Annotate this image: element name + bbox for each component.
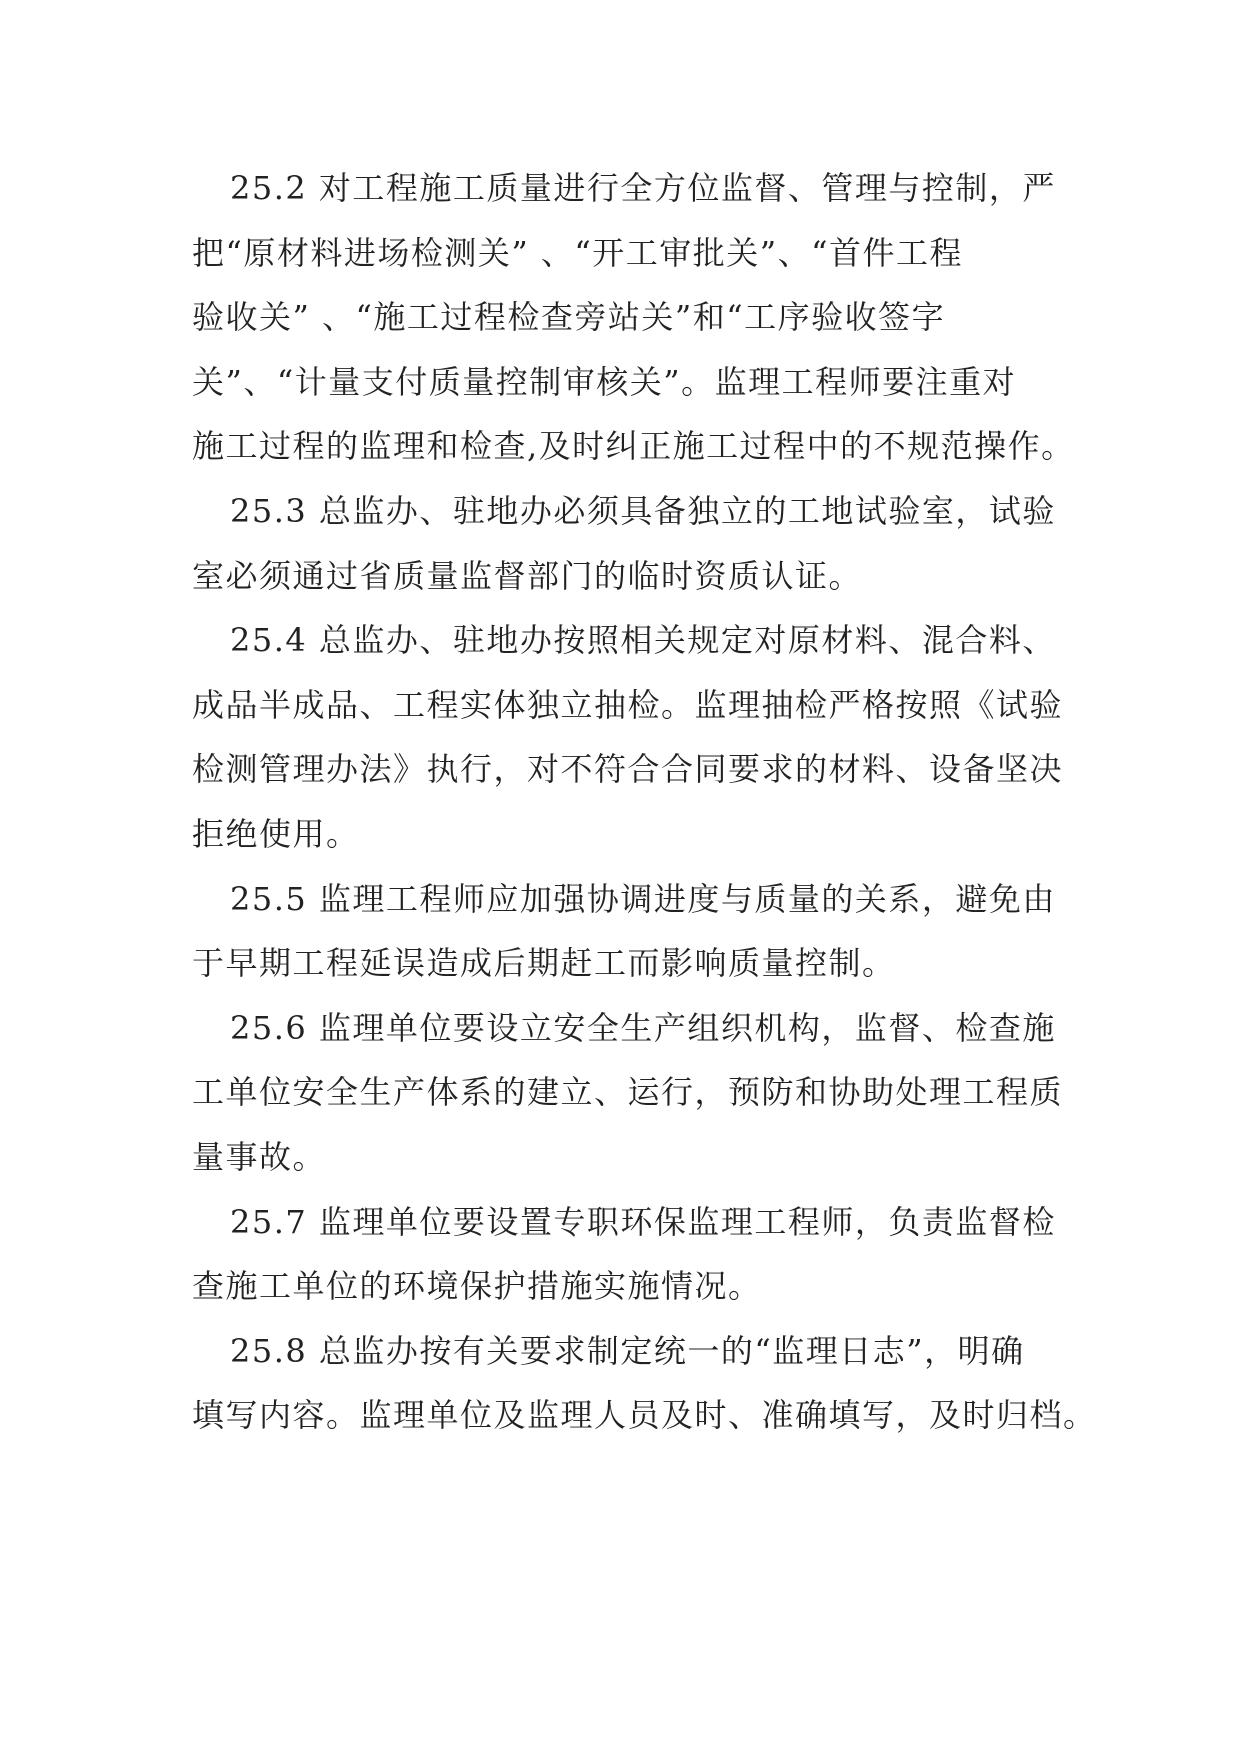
text-line: 检测管理办法》执行，对不符合合同要求的材料、设备坚决 bbox=[192, 750, 1064, 789]
paragraph-25-3 bbox=[192, 479, 1072, 608]
text-line: 查施工单位的环境保护措施实施情况。 bbox=[192, 1267, 762, 1306]
text-line: 拒绝使用。 bbox=[192, 814, 360, 853]
text-line: 验收关” 、“施工过程检查旁站关”和“工序验收签字 bbox=[192, 298, 946, 337]
text-line: 关”、“计量支付质量控制审核关”。监理工程师要注重对 bbox=[192, 362, 1017, 401]
paragraph-25-2 bbox=[192, 156, 1075, 479]
paragraph-25-7 bbox=[192, 1190, 1072, 1319]
text-line: 25.8 总监办按有关要求制定统一的“监理日志”，明确 bbox=[230, 1331, 1025, 1370]
paragraph-25-8 bbox=[192, 1319, 1097, 1448]
text-line: 25.6 监理单位要设立安全生产组织机构，监督、检查施 bbox=[230, 1008, 1056, 1047]
text-line: 量事故。 bbox=[192, 1137, 327, 1176]
text-line: 25.3 总监办、驻地办必须具备独立的工地试验室，试验 bbox=[230, 491, 1056, 530]
text-line: 25.5 监理工程师应加强协调进度与质量的关系，避免由 bbox=[230, 879, 1056, 918]
paragraph-25-5 bbox=[192, 867, 1072, 996]
text-line: 成品半成品、工程实体独立抽检。监理抽检严格按照《试验 bbox=[192, 685, 1064, 724]
paragraph-25-4 bbox=[192, 608, 1072, 866]
text-line: 于早期工程延误造成后期赶工而影响质量控制。 bbox=[192, 944, 896, 983]
document-body bbox=[192, 156, 1097, 1448]
text-line: 25.7 监理单位要设置专职环保监理工程师，负责监督检 bbox=[230, 1202, 1056, 1241]
text-line: 填写内容。监理单位及监理人员及时、准确填写，及时归档。 bbox=[192, 1396, 1097, 1435]
text-line: 施工过程的监理和检查,及时纠正施工过程中的不规范操作。 bbox=[192, 427, 1075, 466]
text-line: 把“原材料进场检测关” 、“开工审批关”、“首件工程 bbox=[192, 233, 963, 272]
text-line: 25.2 对工程施工质量进行全方位监督、管理与控制，严 bbox=[230, 169, 1056, 207]
paragraph-25-6 bbox=[192, 996, 1072, 1190]
text-line: 室必须通过省质量监督部门的临时资质认证。 bbox=[192, 556, 863, 595]
text-line: 工单位安全生产体系的建立、运行，预防和协助处理工程质 bbox=[192, 1073, 1064, 1112]
text-line: 25.4 总监办、驻地办按照相关规定对原材料、混合料、 bbox=[230, 621, 1056, 660]
